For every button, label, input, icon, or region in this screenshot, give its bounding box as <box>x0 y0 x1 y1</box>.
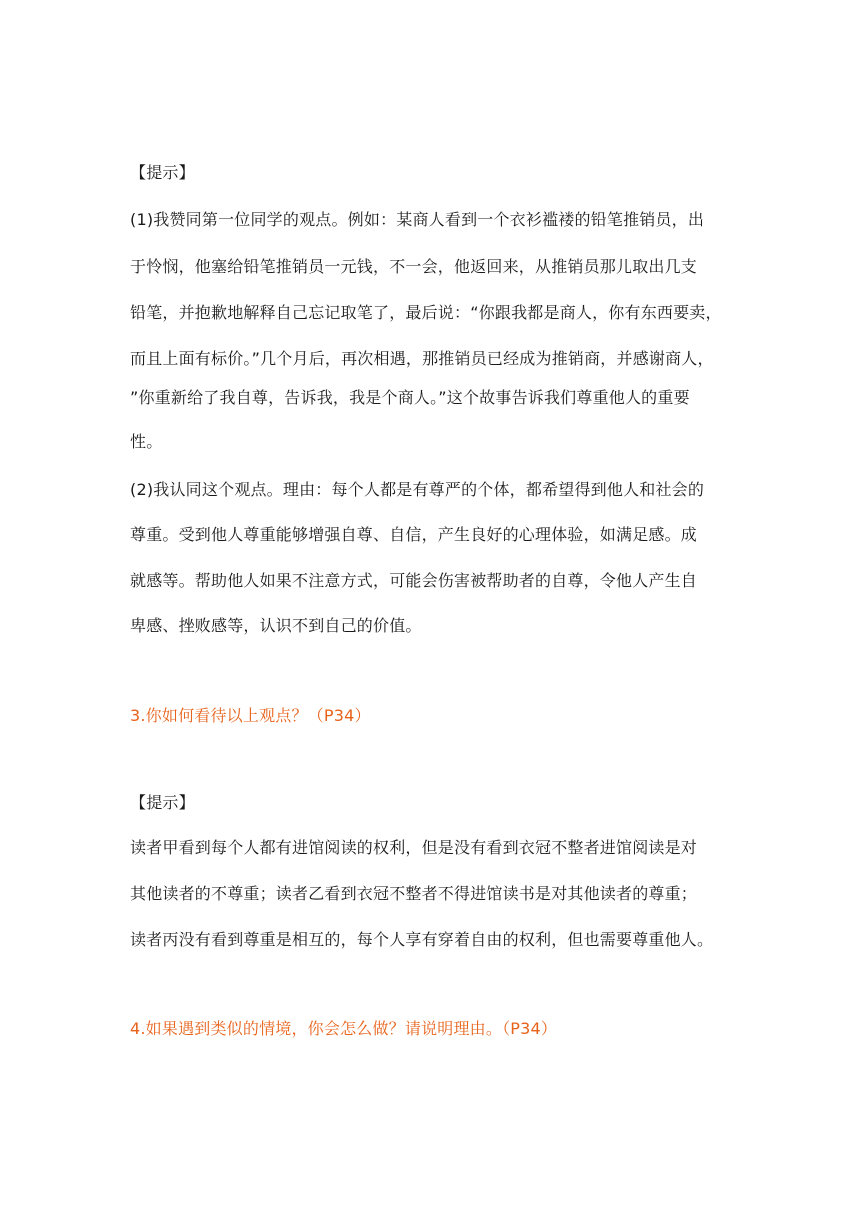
paragraph-line: 卑感、挫败感等，认识不到自己的价值。 <box>130 616 422 635</box>
question-3: 3.你如何看待以上观点？（P34） <box>130 706 371 725</box>
hint-label: 【提示】 <box>130 793 195 812</box>
paragraph-line: 尊重。受到他人尊重能够增强自尊、自信，产生良好的心理体验，如满足感。成 <box>130 525 698 544</box>
paragraph-line: (1)我赞同第一位同学的观点。例如：某商人看到一个衣衫褴褛的铅笔推销员，出 <box>130 210 705 229</box>
paragraph-line: 铅笔，并抱歉地解释自己忘记取笔了，最后说：“你跟我都是商人，你有东西要卖， <box>130 303 722 322</box>
paragraph-line: 而且上面有标价。”几个月后，再次相遇，那推销员已经成为推销商，并感谢商人， <box>130 349 714 368</box>
paragraph-line: 于怜悯，他塞给铅笔推销员一元钱，不一会，他返回来，从推销员那儿取出几支 <box>130 257 698 276</box>
paragraph-line: 读者丙没有看到尊重是相互的，每个人享有穿着自由的权利，但也需要尊重他人。 <box>130 930 714 949</box>
paragraph-line: 性。 <box>130 432 163 451</box>
question-4: 4.如果遇到类似的情境，你会怎么做？请说明理由。（P34） <box>130 1019 558 1038</box>
paragraph-line: (2)我认同这个观点。理由：每个人都是有尊严的个体，都希望得到他人和社会的 <box>130 480 705 499</box>
paragraph-line: ”你重新给了我自尊，告诉我，我是个商人。”这个故事告诉我们尊重他人的重要 <box>130 388 690 407</box>
paragraph-line: 其他读者的不尊重；读者乙看到衣冠不整者不得进馆读书是对其他读者的尊重； <box>130 884 698 903</box>
paragraph-line: 读者甲看到每个人都有进馆阅读的权利，但是没有看到衣冠不整者进馆阅读是对 <box>130 838 698 857</box>
hint-label: 【提示】 <box>130 163 195 182</box>
paragraph-line: 就感等。帮助他人如果不注意方式，可能会伤害被帮助者的自尊，令他人产生自 <box>130 571 698 590</box>
